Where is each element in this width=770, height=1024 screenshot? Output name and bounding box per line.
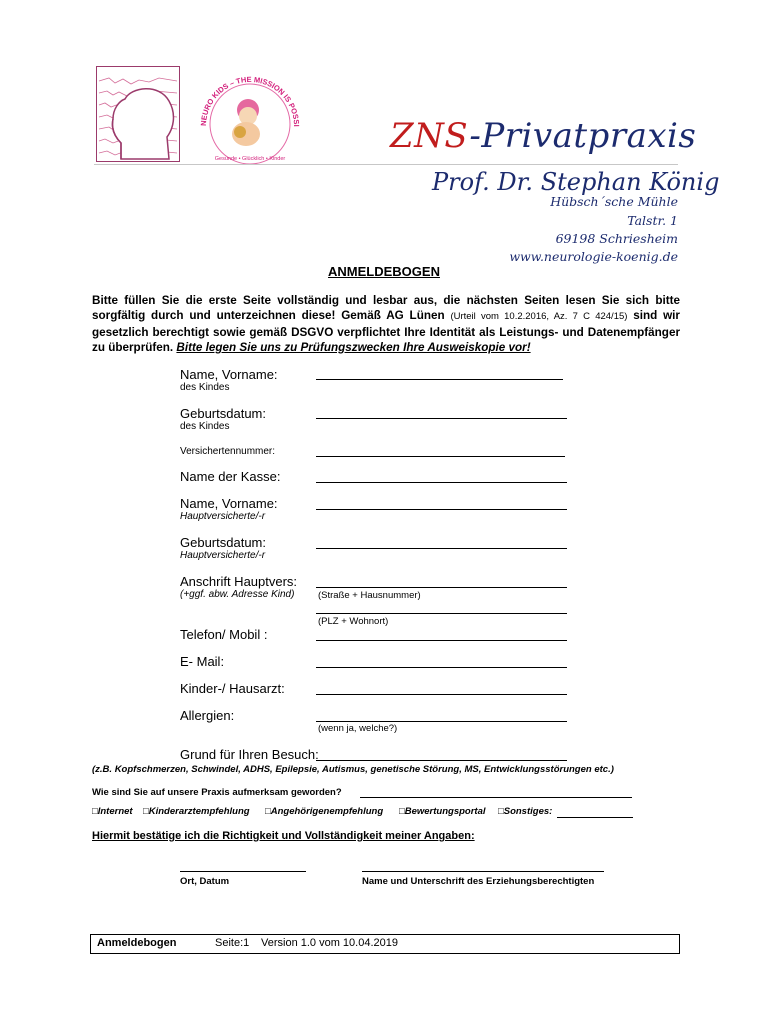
logo-arc-text: NEURO KIDS – THE MISSION IS POSSI (198, 74, 302, 127)
child-dob-field[interactable] (316, 418, 567, 419)
phone-label: Telefon/ Mobil : (180, 627, 268, 642)
insured-name-label: Name, Vorname: (180, 496, 278, 511)
insured-dob-field[interactable] (316, 548, 567, 549)
phone-field[interactable] (316, 640, 567, 641)
child-name-sublabel: des Kindes (180, 382, 230, 393)
option-internet[interactable]: □Internet (92, 806, 133, 817)
confirmation-text: Hiermit bestätige ich die Richtigkeit und Vollständigkeit meiner Angaben: (92, 830, 475, 842)
neuro-kids-logo (196, 70, 304, 164)
referral-answer-field[interactable] (360, 797, 632, 798)
allergies-label: Allergien: (180, 708, 235, 723)
place-date-label: Ort, Datum (180, 876, 230, 887)
child-name-label: Name, Vorname: (180, 367, 278, 382)
practice-logo-head (96, 66, 180, 162)
email-label: E- Mail: (180, 654, 225, 669)
option-pediatrician[interactable]: □Kinderarztempfehlung (143, 806, 250, 817)
child-dob-sublabel: des Kindes (180, 421, 230, 432)
head-profile-icon (97, 67, 179, 161)
brand-zns: ZNS (390, 116, 470, 156)
intro-emphasis: Bitte legen Sie uns zu Prüfungszwecken Ihre Ausweiskopie vor! (176, 340, 531, 354)
child-name-field[interactable] (316, 379, 563, 380)
street-field[interactable] (316, 587, 567, 588)
referral-question: Wie sind Sie auf unsere Praxis aufmerksam geworden? (92, 787, 342, 798)
intro-part-2: sind wir gesetzlich berechtigt sowie gemäß DSGVO verpflichtet Ihre Identität als Leistungs- und Datenempfänger zu überprüfen. (92, 309, 680, 354)
address-line-2: Talstr. 1 (627, 213, 678, 228)
insured-name-sublabel: Hauptversicherte/-r (180, 511, 266, 522)
child-dob-label: Geburtsdatum: (180, 406, 266, 421)
intro-part-1: Bitte füllen Sie die erste Seite vollständig und lesbar aus, die nächsten Seiten lesen Sie sich bitte sorgfältig durch und unterzeichnen diese! Gemäß AG Lünen (92, 294, 680, 323)
practice-name (390, 116, 696, 156)
zip-city-field[interactable] (316, 613, 567, 614)
insurer-field[interactable] (316, 482, 567, 483)
signature-field[interactable] (362, 871, 604, 872)
logo-bottom-text: Gesunde • Glücklich • Kinder (214, 156, 286, 162)
footer-doc-name: Anmeldebogen (97, 937, 177, 949)
header-divider (94, 164, 678, 165)
option-review-portal[interactable]: □Bewertungsportal (399, 806, 486, 817)
intro-court-ref: (Urteil vom 10.2.2016, Az. 7 C 424/15) (450, 311, 628, 323)
address-label: Anschrift Hauptvers: (180, 574, 298, 589)
address-sublabel: (+ggf. abw. Adresse Kind) (180, 589, 295, 600)
brand-rest: -Privatpraxis (469, 116, 697, 156)
option-other[interactable]: □Sonstiges: (498, 806, 553, 817)
street-hint: (Straße + Hausnummer) (318, 590, 421, 601)
other-field[interactable] (557, 817, 633, 818)
intro-text (92, 293, 680, 355)
insured-dob-label: Geburtsdatum: (180, 535, 266, 550)
family-doctor-label: Kinder-/ Hausarzt: (180, 681, 285, 696)
insured-dob-sublabel: Hauptversicherte/-r (180, 550, 266, 561)
website: www.neurologie-koenig.de (509, 249, 678, 264)
insured-name-field[interactable] (316, 509, 567, 510)
footer-page: Seite:1 (215, 937, 250, 949)
signature-label: Name und Unterschrift des Erziehungsberechtigten (362, 876, 595, 887)
doctor-name: Prof. Dr. Stephan König (432, 168, 720, 196)
place-date-field[interactable] (180, 871, 306, 872)
visit-reason-label: Grund für Ihren Besuch: (180, 747, 319, 762)
insurer-label: Name der Kasse: (180, 469, 281, 484)
address-line-3: 69198 Schriesheim (555, 231, 678, 246)
footer-box (90, 934, 680, 954)
allergies-field[interactable] (316, 721, 567, 722)
footer-version: Version 1.0 vom 10.04.2019 (261, 937, 398, 949)
allergies-hint: (wenn ja, welche?) (318, 723, 398, 734)
email-field[interactable] (316, 667, 567, 668)
insurance-number-label: Versichertennummer: (180, 446, 276, 457)
form-title: ANMELDEBOGEN (328, 264, 440, 279)
visit-reason-field[interactable] (316, 760, 567, 761)
visit-reason-hint: (z.B. Kopfschmerzen, Schwindel, ADHS, Epilepsie, Autismus, genetische Störung, MS, Entwicklungsstörungen etc.) (92, 764, 614, 775)
option-relatives[interactable]: □Angehörigenempfehlung (265, 806, 384, 817)
family-doctor-field[interactable] (316, 694, 567, 695)
zip-city-hint: (PLZ + Wohnort) (318, 616, 389, 627)
address-line-1: Hübsch´sche Mühle (550, 194, 678, 209)
insurance-number-field[interactable] (316, 456, 565, 457)
